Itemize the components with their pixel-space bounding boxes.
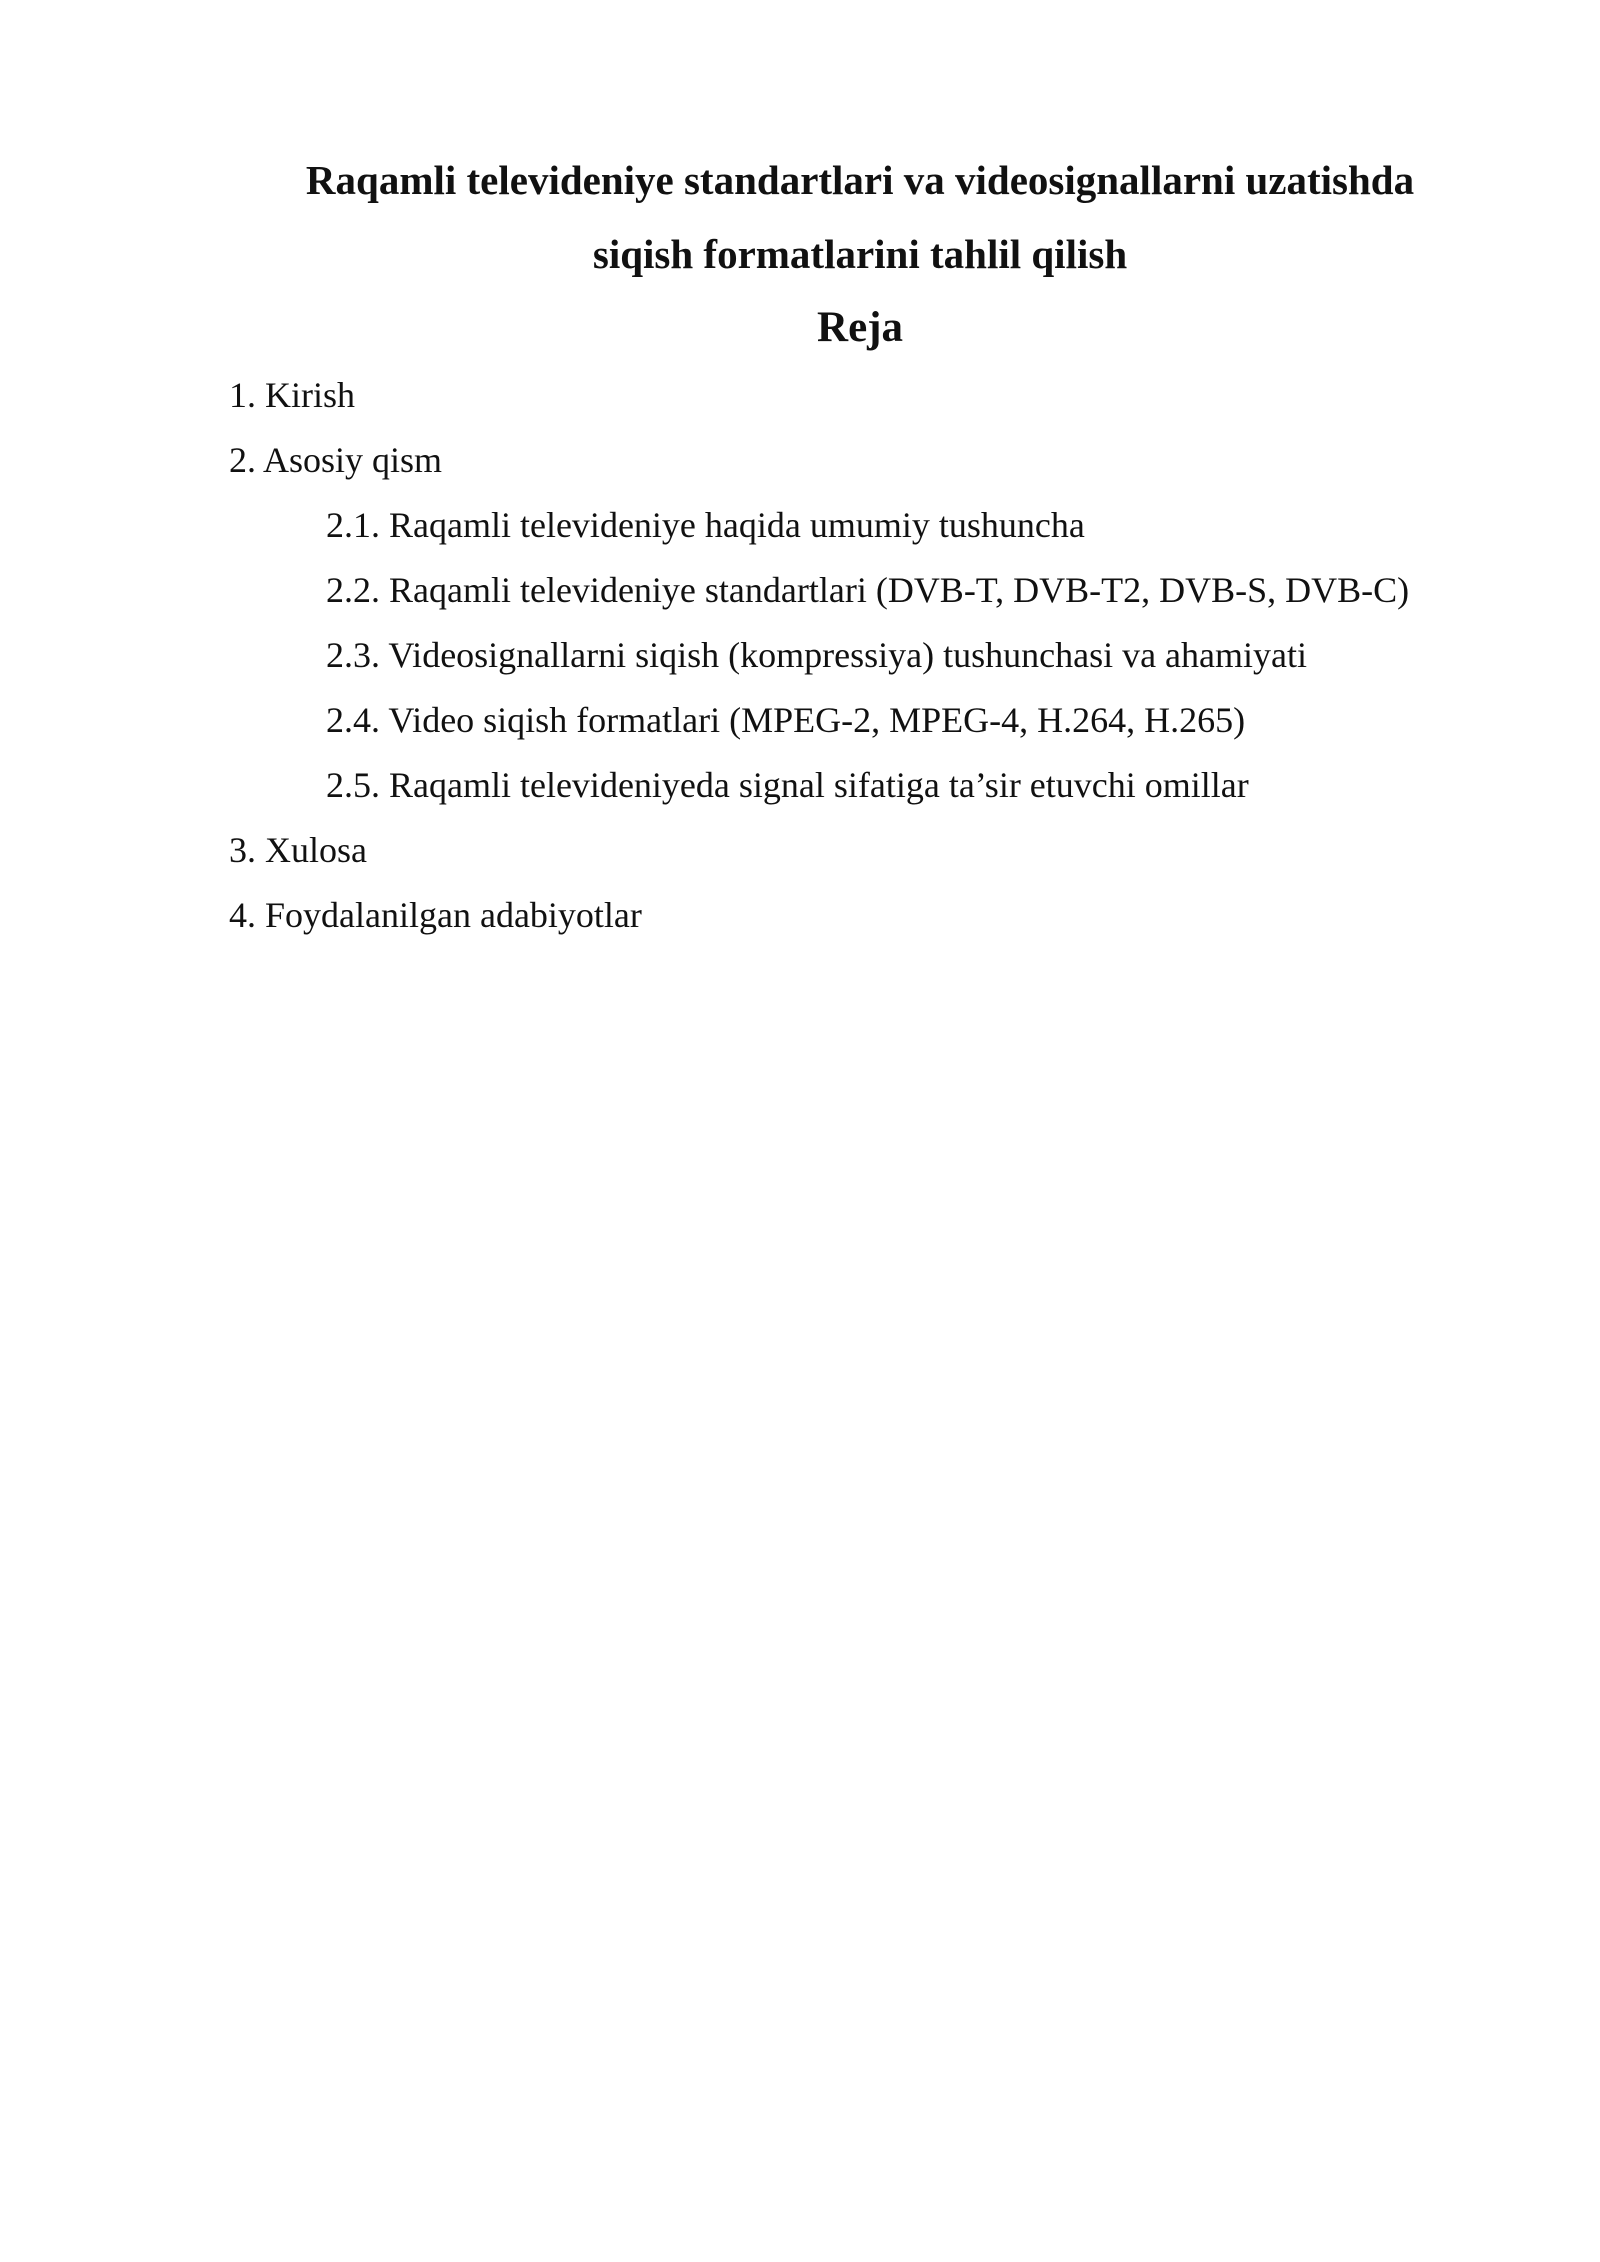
plan-subitem-2-2: 2.2. Raqamli televideniye standartlari (DVB-T, DVB-T2, DVB-S, DVB-C) <box>326 570 1410 610</box>
plan-subitem-2-3: 2.3. Videosignallarni siqish (kompressiya) tushunchasi va ahamiyati <box>326 635 1307 675</box>
plan-list <box>0 363 1600 948</box>
title-line-2: siqish formatlarini tahlil qilish <box>592 231 1128 277</box>
plan-heading: Reja <box>817 304 903 351</box>
plan-item-conclusion: 3. Xulosa <box>229 830 367 870</box>
plan-item-main-part: 2. Asosiy qism <box>229 440 443 480</box>
plan-subitem-2-5: 2.5. Raqamli televideniyeda signal sifatiga ta’sir etuvchi omillar <box>326 765 1249 805</box>
document-title <box>0 143 1600 291</box>
title-line-1: Raqamli televideniye standartlari va videosignallarni uzatishda <box>305 157 1415 203</box>
plan-subitem-2-4: 2.4. Video siqish formatlari (MPEG-2, MPEG-4, H.264, H.265) <box>326 700 1246 740</box>
plan-item-references: 4. Foydalanilgan adabiyotlar <box>229 895 642 935</box>
plan-subitem-2-1: 2.1. Raqamli televideniye haqida umumiy tushuncha <box>326 505 1085 545</box>
plan-item-intro: 1. Kirish <box>229 375 355 415</box>
